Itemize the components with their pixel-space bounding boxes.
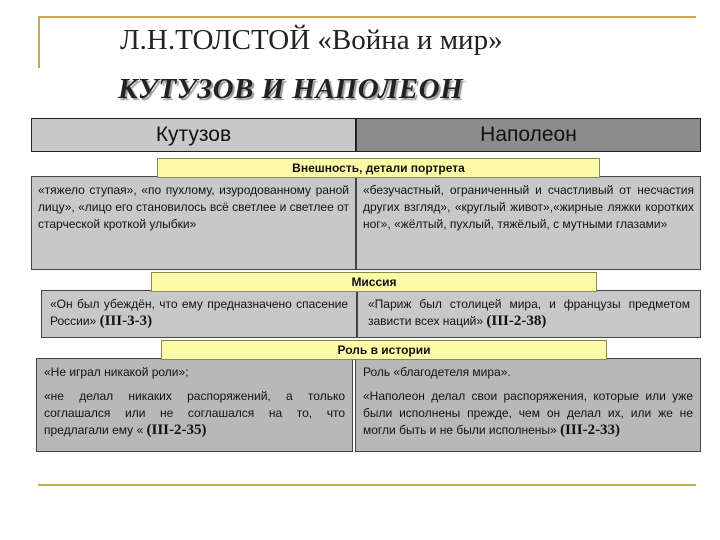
slide-subtitle: КУТУЗОВ И НАПОЛЕОН <box>118 73 464 105</box>
role-napoleon-line1: Роль «благодетеля мира». <box>363 365 511 379</box>
slide-title: Л.Н.ТОЛСТОЙ «Война и мир» <box>120 24 503 56</box>
decorative-bottom-line <box>38 484 696 486</box>
role-napoleon-ref: (III-2-33) <box>560 422 621 438</box>
role-kutuzov-cell <box>36 358 353 452</box>
mission-napoleon-ref: (III-2-38) <box>486 313 547 329</box>
role-kutuzov-line2: «не делал никаких распоряжений, а только соглашался или не соглашался на то, что предлагали ему « <box>44 389 345 437</box>
mission-napoleon-cell <box>357 290 701 338</box>
appearance-kutuzov-cell <box>31 176 356 270</box>
mission-kutuzov-text: «Он был убеждён, что ему предназначено спасение России» <box>50 297 348 328</box>
section-label-mission: Миссия <box>151 272 597 292</box>
column-header-napoleon: Наполеон <box>356 118 701 152</box>
role-napoleon-cell <box>355 358 701 452</box>
appearance-napoleon-cell <box>356 176 701 270</box>
mission-kutuzov-ref: (III-3-3) <box>99 313 153 329</box>
decorative-top-line <box>38 16 696 18</box>
mission-napoleon-text: «Париж был столицей мира, и французы предметом зависти всех наций» <box>368 297 690 328</box>
section-label-role: Роль в истории <box>161 340 607 360</box>
decorative-vertical-line <box>38 16 40 68</box>
role-kutuzov-ref: (III-2-35) <box>146 422 207 438</box>
column-header-kutuzov: Кутузов <box>31 118 356 152</box>
mission-kutuzov-cell <box>41 290 357 338</box>
section-label-appearance: Внешность, детали портрета <box>157 158 600 178</box>
role-napoleon-line2: «Наполеон делал свои распоряжения, которые или уже были исполнены прежде, чем он делал их, или же не могли быть и не были исполнены» <box>363 389 693 437</box>
appearance-kutuzov-text: «тяжело ступая», «по пухлому, изуродованному раной лицу», «лицо его становилось всё светлее и светлее от старческой кроткой улыбки» <box>38 183 349 231</box>
role-kutuzov-line1: «Не играл никакой роли»; <box>44 365 189 379</box>
appearance-napoleon-text: «безучастный, ограниченный и счастливый от несчастия других взгляд», «круглый живот»,«жирные ляжки коротких ног», «жёлтый, пухлый, тяжёлый, с мутными глазами» <box>363 183 694 231</box>
